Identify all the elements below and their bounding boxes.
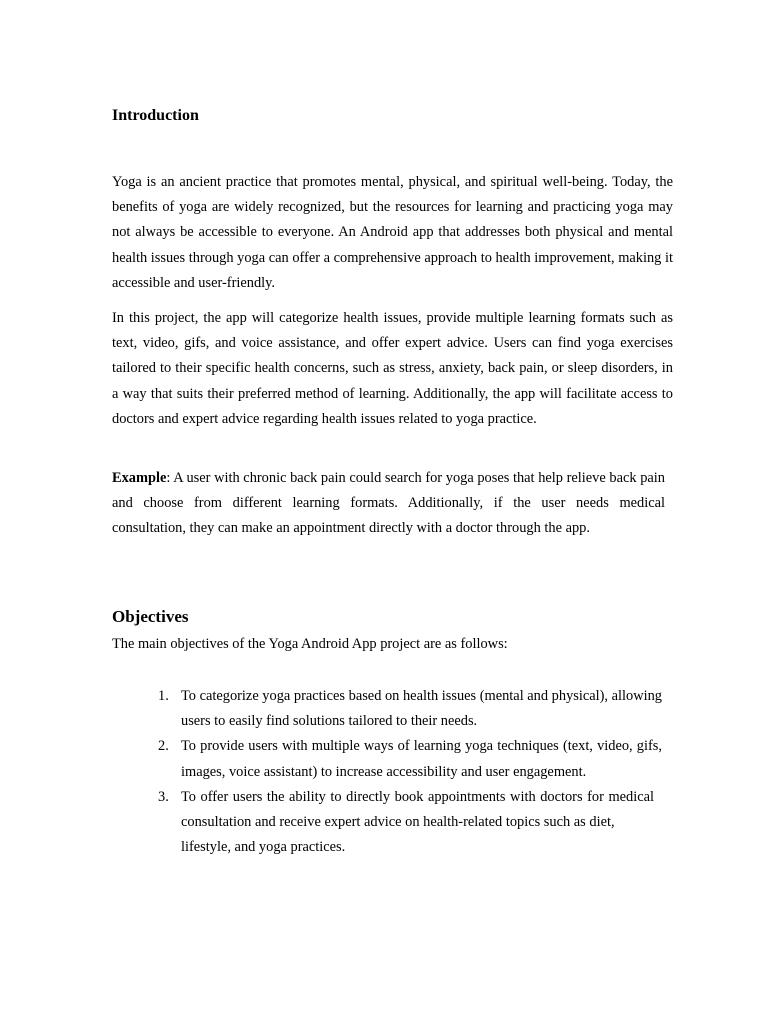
introduction-paragraph-1: Yoga is an ancient practice that promotes mental, physical, and spiritual well-being. Today, the benefits of yoga are widely recognized, but the resources for learning and practicing yoga may not always be accessible to everyone. An Android app that addresses both physical and mental health issues through yoga can offer a comprehensive approach to health improvement, making it accessible and user-friendly.	[112, 174, 673, 291]
objective-item-3	[158, 785, 662, 861]
objectives-heading: Objectives	[112, 607, 189, 626]
objective-number: 2.	[158, 738, 169, 755]
objective-item-2	[158, 734, 662, 784]
objectives-list	[158, 684, 662, 860]
objective-text: To categorize yoga practices based on health issues (mental and physical), allowing users to easily find solutions tailored to their needs.	[181, 688, 662, 730]
introduction-heading: Introduction	[112, 107, 199, 124]
objective-number: 1.	[158, 688, 169, 704]
example-paragraph	[112, 466, 665, 542]
objective-item-1	[158, 684, 662, 734]
example-text: : A user with chronic back pain could search for yoga poses that help relieve back pain and choose from different learning formats. Additionally, if the user needs medical consultation, they can make an appointment directly with a doctor through the app.	[112, 470, 665, 537]
objectives-intro: The main objectives of the Yoga Android App project are as follows:	[112, 636, 508, 652]
example-label: Example	[112, 470, 167, 486]
objective-text-continuation: lifestyle, and yoga practices.	[181, 839, 346, 856]
introduction-paragraph-2: In this project, the app will categorize health issues, provide multiple learning formats such as text, video, gifs, and voice assistance, and offer expert advice. Users can find yoga exercises tailored to their specific health concerns, such as stress, anxiety, back pain, or sleep disorders, in a way that suits their preferred method of learning. Additionally, the app will facilitate access to doctors and expert advice regarding health issues related to yoga practice.	[112, 310, 673, 427]
objective-text: To offer users the ability to directly book appointments with doctors for medical consultation and receive expert advice on health-related topics such as diet,	[181, 788, 654, 831]
objective-number: 3.	[158, 788, 169, 805]
objective-text: To provide users with multiple ways of learning yoga techniques (text, video, gifs, images, voice assistant) to increase accessibility and user engagement.	[181, 738, 662, 780]
